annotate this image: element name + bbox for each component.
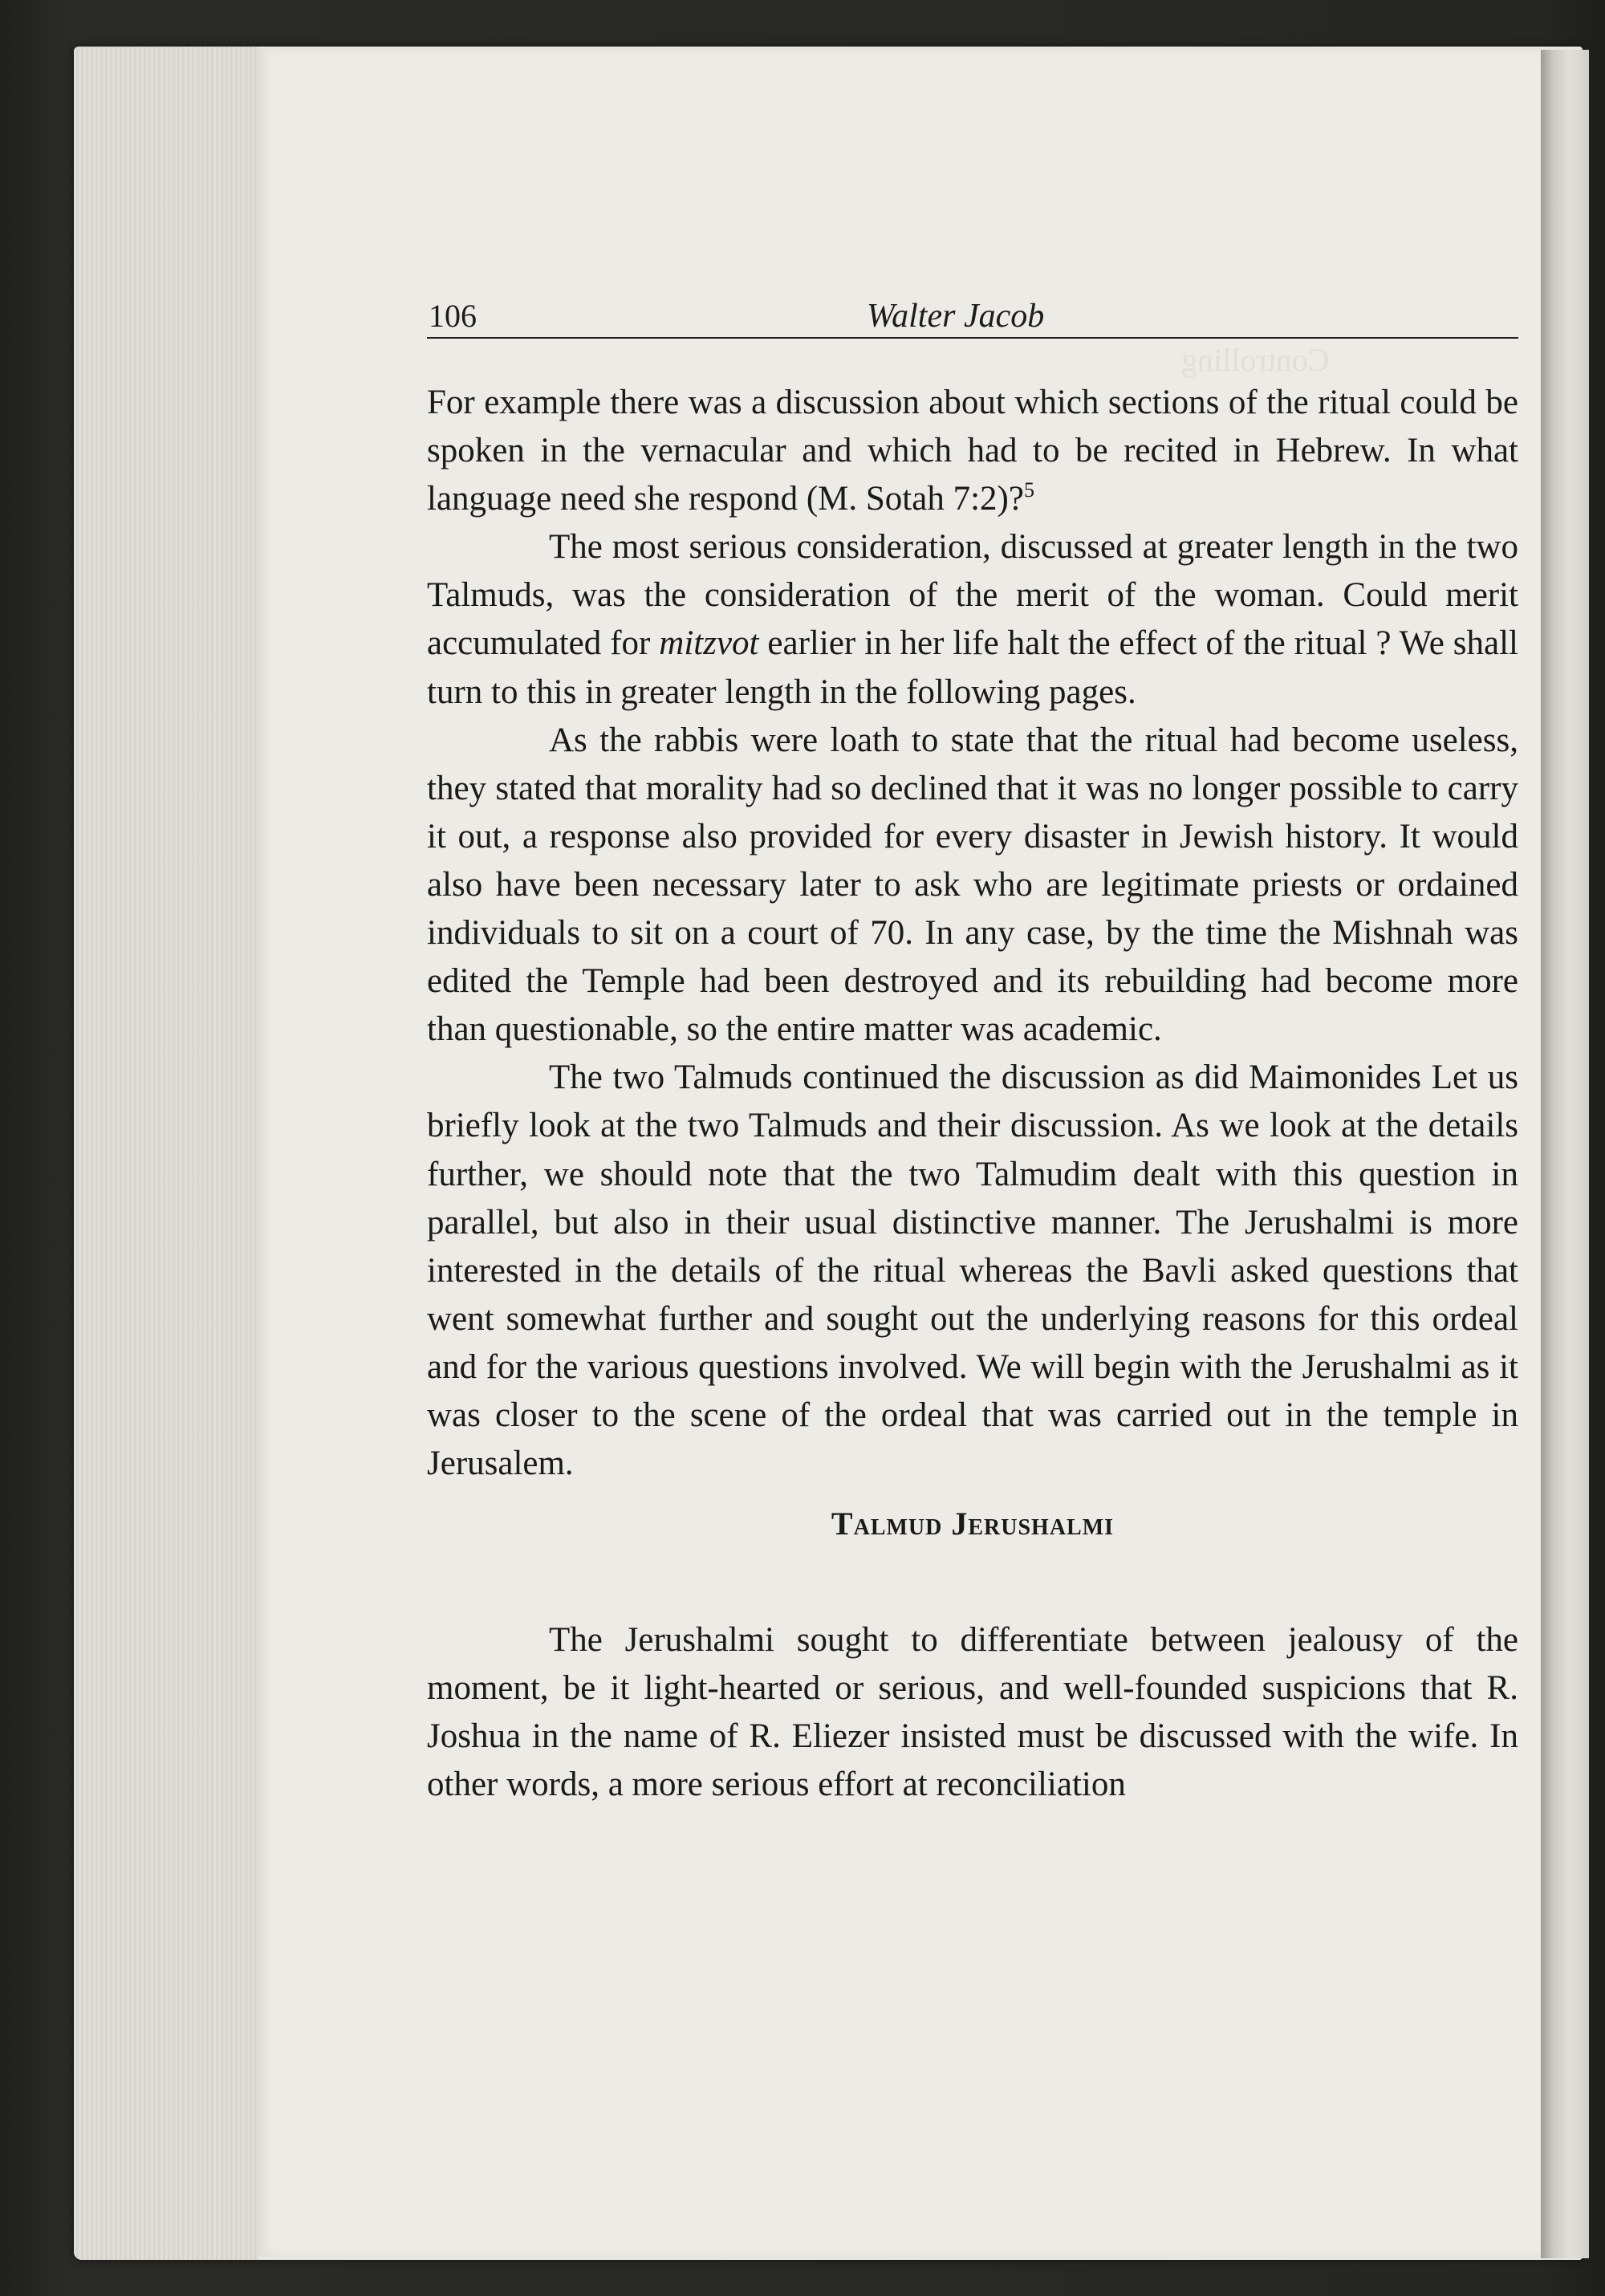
paragraph: The Jerushalmi sought to differentiate between jealousy of the moment, be it light-hearted or serious, and well-founded suspicions that R. Joshua in the name of R. Eliezer insisted must be discussed with the wife. In other words, a more serious effort at reconciliation [427,1621,1518,1804]
paragraph: The two Talmuds continued the discussion as did Maimonides Let us briefly look at the two Talmuds and their discussion. As we look at the details further, we should note that the two Talmudim dealt with this question in parallel, but also in their usual distinctive manner. The Jerushalmi is more interested in the details of the ritual whereas the Bavli asked questions that went somewhat further and sought out the underlying reasons for this ordeal and for the various questions involved. We will begin with the Jerushalmi as it was closer to the scene of the ordeal that was carried out in the temple in Jerusalem. [427,1059,1518,1483]
paragraph: As the rabbis were loath to state that the ritual had become useless, they stated that morality had so declined that it was no longer possible to carry it out, a response also provided for every disaster in Jewish history. It would also have been necessary later to ask who are legitimate priests or ordained individuals to sit on a court of 70. In any case, by the time the Mishnah was edited the Temple had been destroyed and its rebuilding had become more than questionable, so the entire matter was academic. [427,721,1518,1049]
body-text [427,379,1518,1810]
page-number: 106 [429,298,477,334]
page-edges [74,47,258,2260]
page-header [427,295,1518,339]
running-head: Walter Jacob [867,298,1045,335]
paragraph-text: The most serious consideration, discussed at greater length in the two Talmuds, was the consideration of the merit of the woman. Could merit accumulated for [427,528,1518,663]
italic-term: mitzvot [659,624,759,663]
section-heading: Talmud Jerushalmi [831,1506,1115,1542]
bleed-through-text: Controlling [1181,342,1330,378]
paragraph-text: For example there was a discussion about which sections of the ritual could be spoken in the vernacular and which had to be recited in Hebrew. In what language need she respond (M. Sotah 7:2)? [427,384,1518,518]
footnote-marker: 5 [1023,478,1034,502]
paragraph [427,523,1518,716]
facing-page-edge [1541,50,1589,2258]
paragraph-text: earlier in her life halt the effect of the ritual ? We shall turn to this in greater length in the following pages. [427,624,1518,711]
paragraph [427,379,1518,523]
